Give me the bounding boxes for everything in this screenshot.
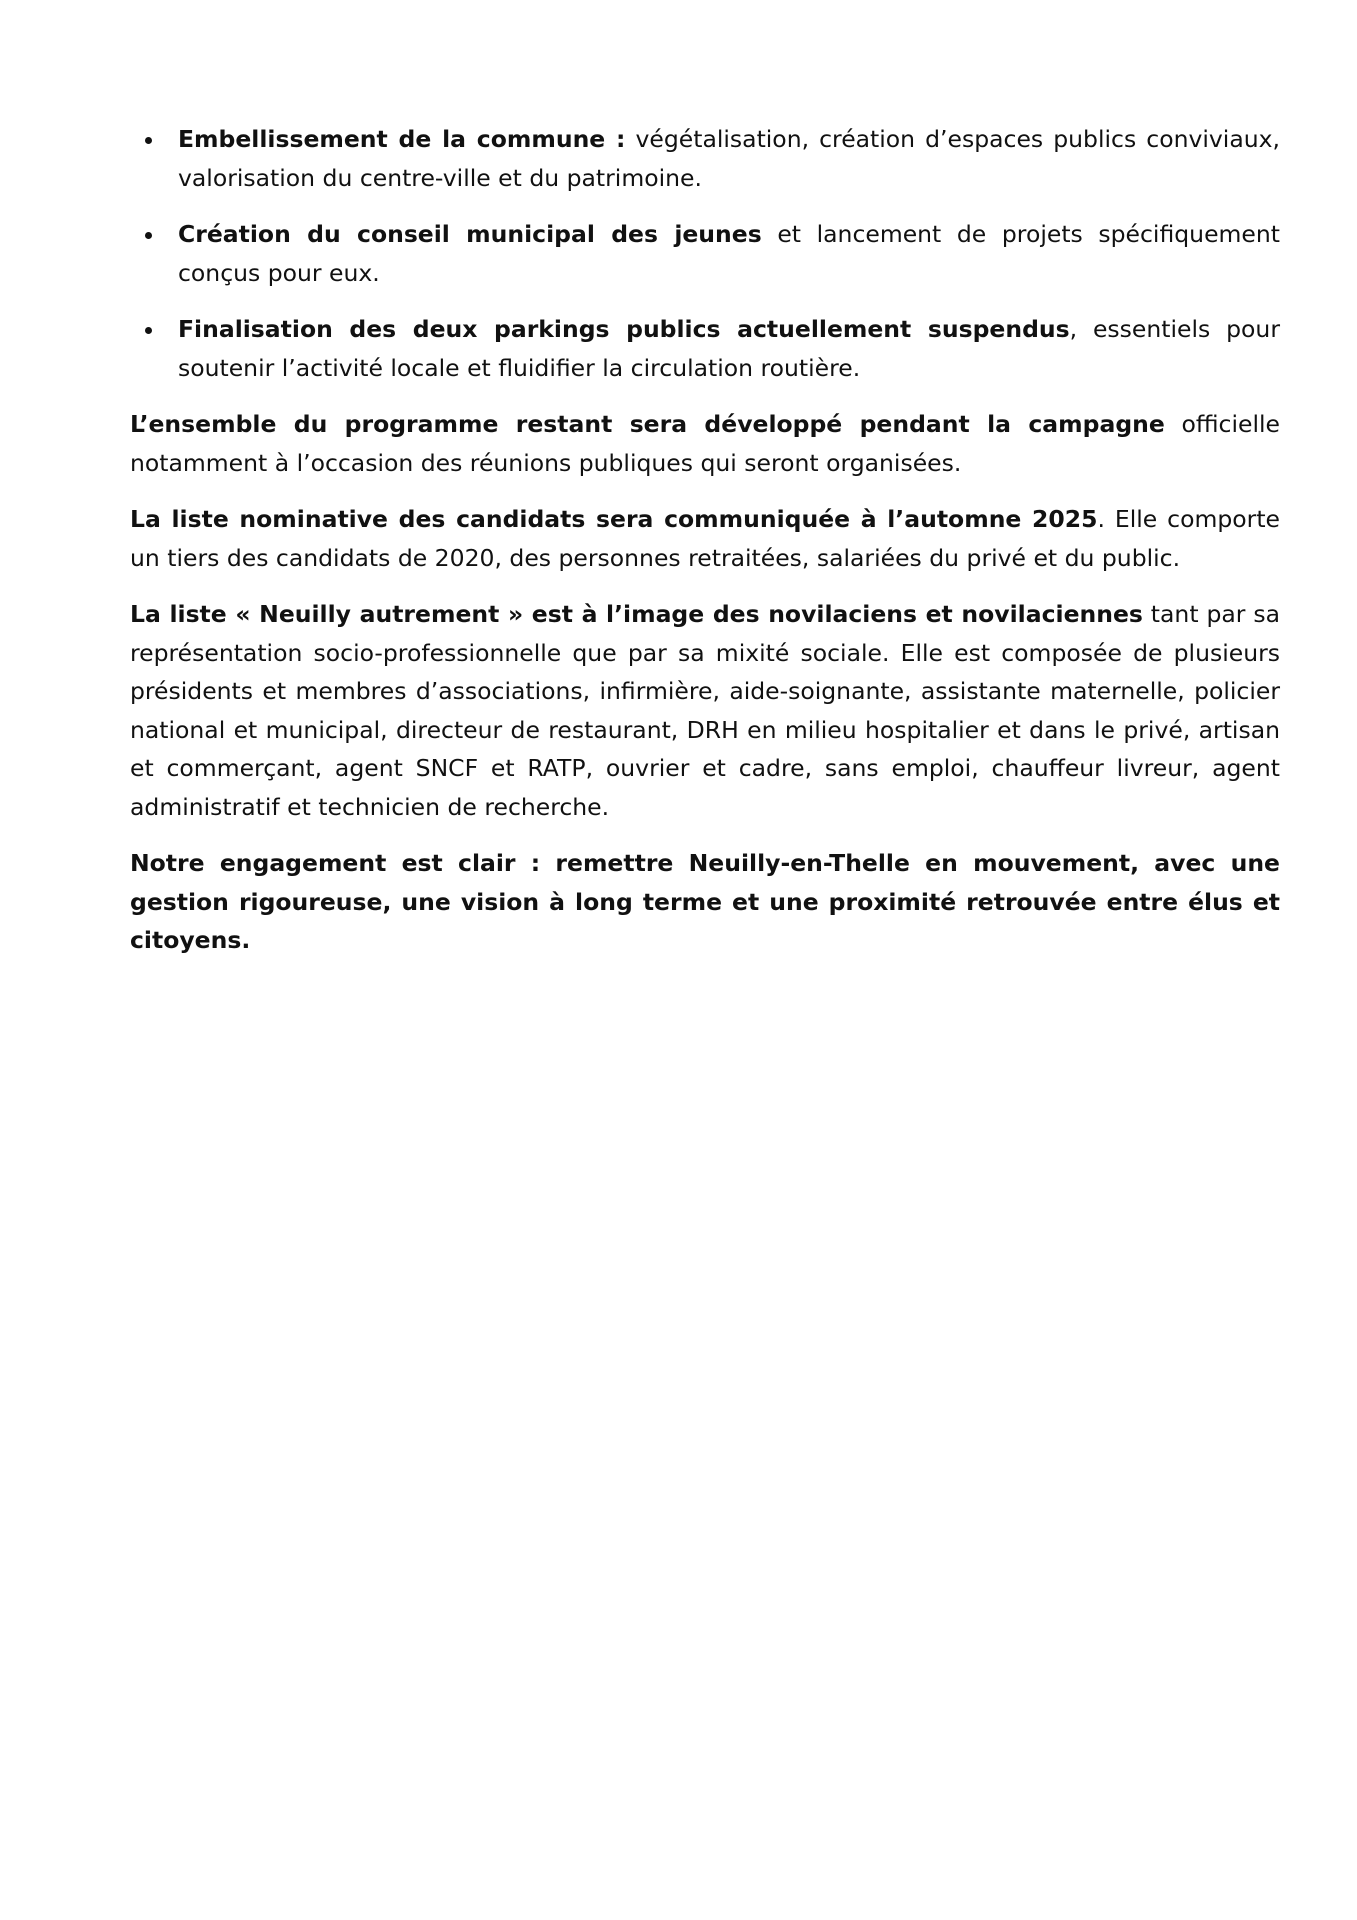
paragraph-liste-nominative bbox=[130, 500, 1280, 577]
bullet-item-bold: Finalisation des deux parkings publics actuellement suspendus bbox=[178, 315, 1070, 343]
bullet-item-conseil-jeunes bbox=[130, 215, 1280, 292]
document-page bbox=[130, 120, 1280, 978]
bullet-dot-icon bbox=[145, 327, 152, 334]
bullet-dot-icon bbox=[145, 137, 152, 144]
bullet-item-text: , essentiels pour soutenir l’activité locale et fluidifier la circulation routière. bbox=[178, 315, 1280, 382]
paragraph-text: tant par sa représentation socio-professionnelle que par sa mixité sociale. Elle est composée de plusieurs présidents et membres d’associations, infirmière, aide-soignante, assistante maternelle, policier national et municipal, directeur de restaurant, DRH en milieu hospitalier et dans le privé, artisan et commerçant, agent SNCF et RATP, ouvrier et cadre, sans emploi, chauffeur livreur, agent administratif et technicien de recherche. bbox=[130, 600, 1280, 821]
bullet-item-text: et lancement de projets spécifiquement conçus pour eux. bbox=[178, 220, 1280, 287]
paragraph-text: . Elle comporte un tiers des candidats de 2020, des personnes retraitées, salariées du privé et du public. bbox=[130, 505, 1281, 572]
bullet-item-parkings bbox=[130, 310, 1280, 387]
bullet-item-bold: Embellissement de la commune : bbox=[178, 125, 626, 153]
paragraph-bold: L’ensemble du programme restant sera développé pendant la campagne bbox=[130, 410, 1165, 438]
bullet-dot-icon bbox=[145, 232, 152, 239]
program-bullet-list bbox=[130, 120, 1280, 387]
paragraph-engagement: Notre engagement est clair : remettre Neuilly-en-Thelle en mouvement, avec une gestion rigoureuse, une vision à long terme et une proximité retrouvée entre élus et citoyens. bbox=[130, 849, 1280, 954]
paragraph-programme bbox=[130, 405, 1280, 482]
paragraph-bold: La liste nominative des candidats sera communiquée à l’automne 2025 bbox=[130, 505, 1098, 533]
bullet-item-embellissement bbox=[130, 120, 1280, 197]
paragraph-neuilly-autrement bbox=[130, 595, 1280, 826]
bullet-item-bold: Création du conseil municipal des jeunes bbox=[178, 220, 762, 248]
paragraph-text: officielle notamment à l’occasion des réunions publiques qui seront organisées. bbox=[130, 410, 1280, 477]
bullet-item-text: végétalisation, création d’espaces publics conviviaux, valorisation du centre-ville et du patrimoine. bbox=[178, 125, 1281, 192]
paragraph-bold: La liste « Neuilly autrement » est à l’image des novilaciens et novilaciennes bbox=[130, 600, 1143, 628]
